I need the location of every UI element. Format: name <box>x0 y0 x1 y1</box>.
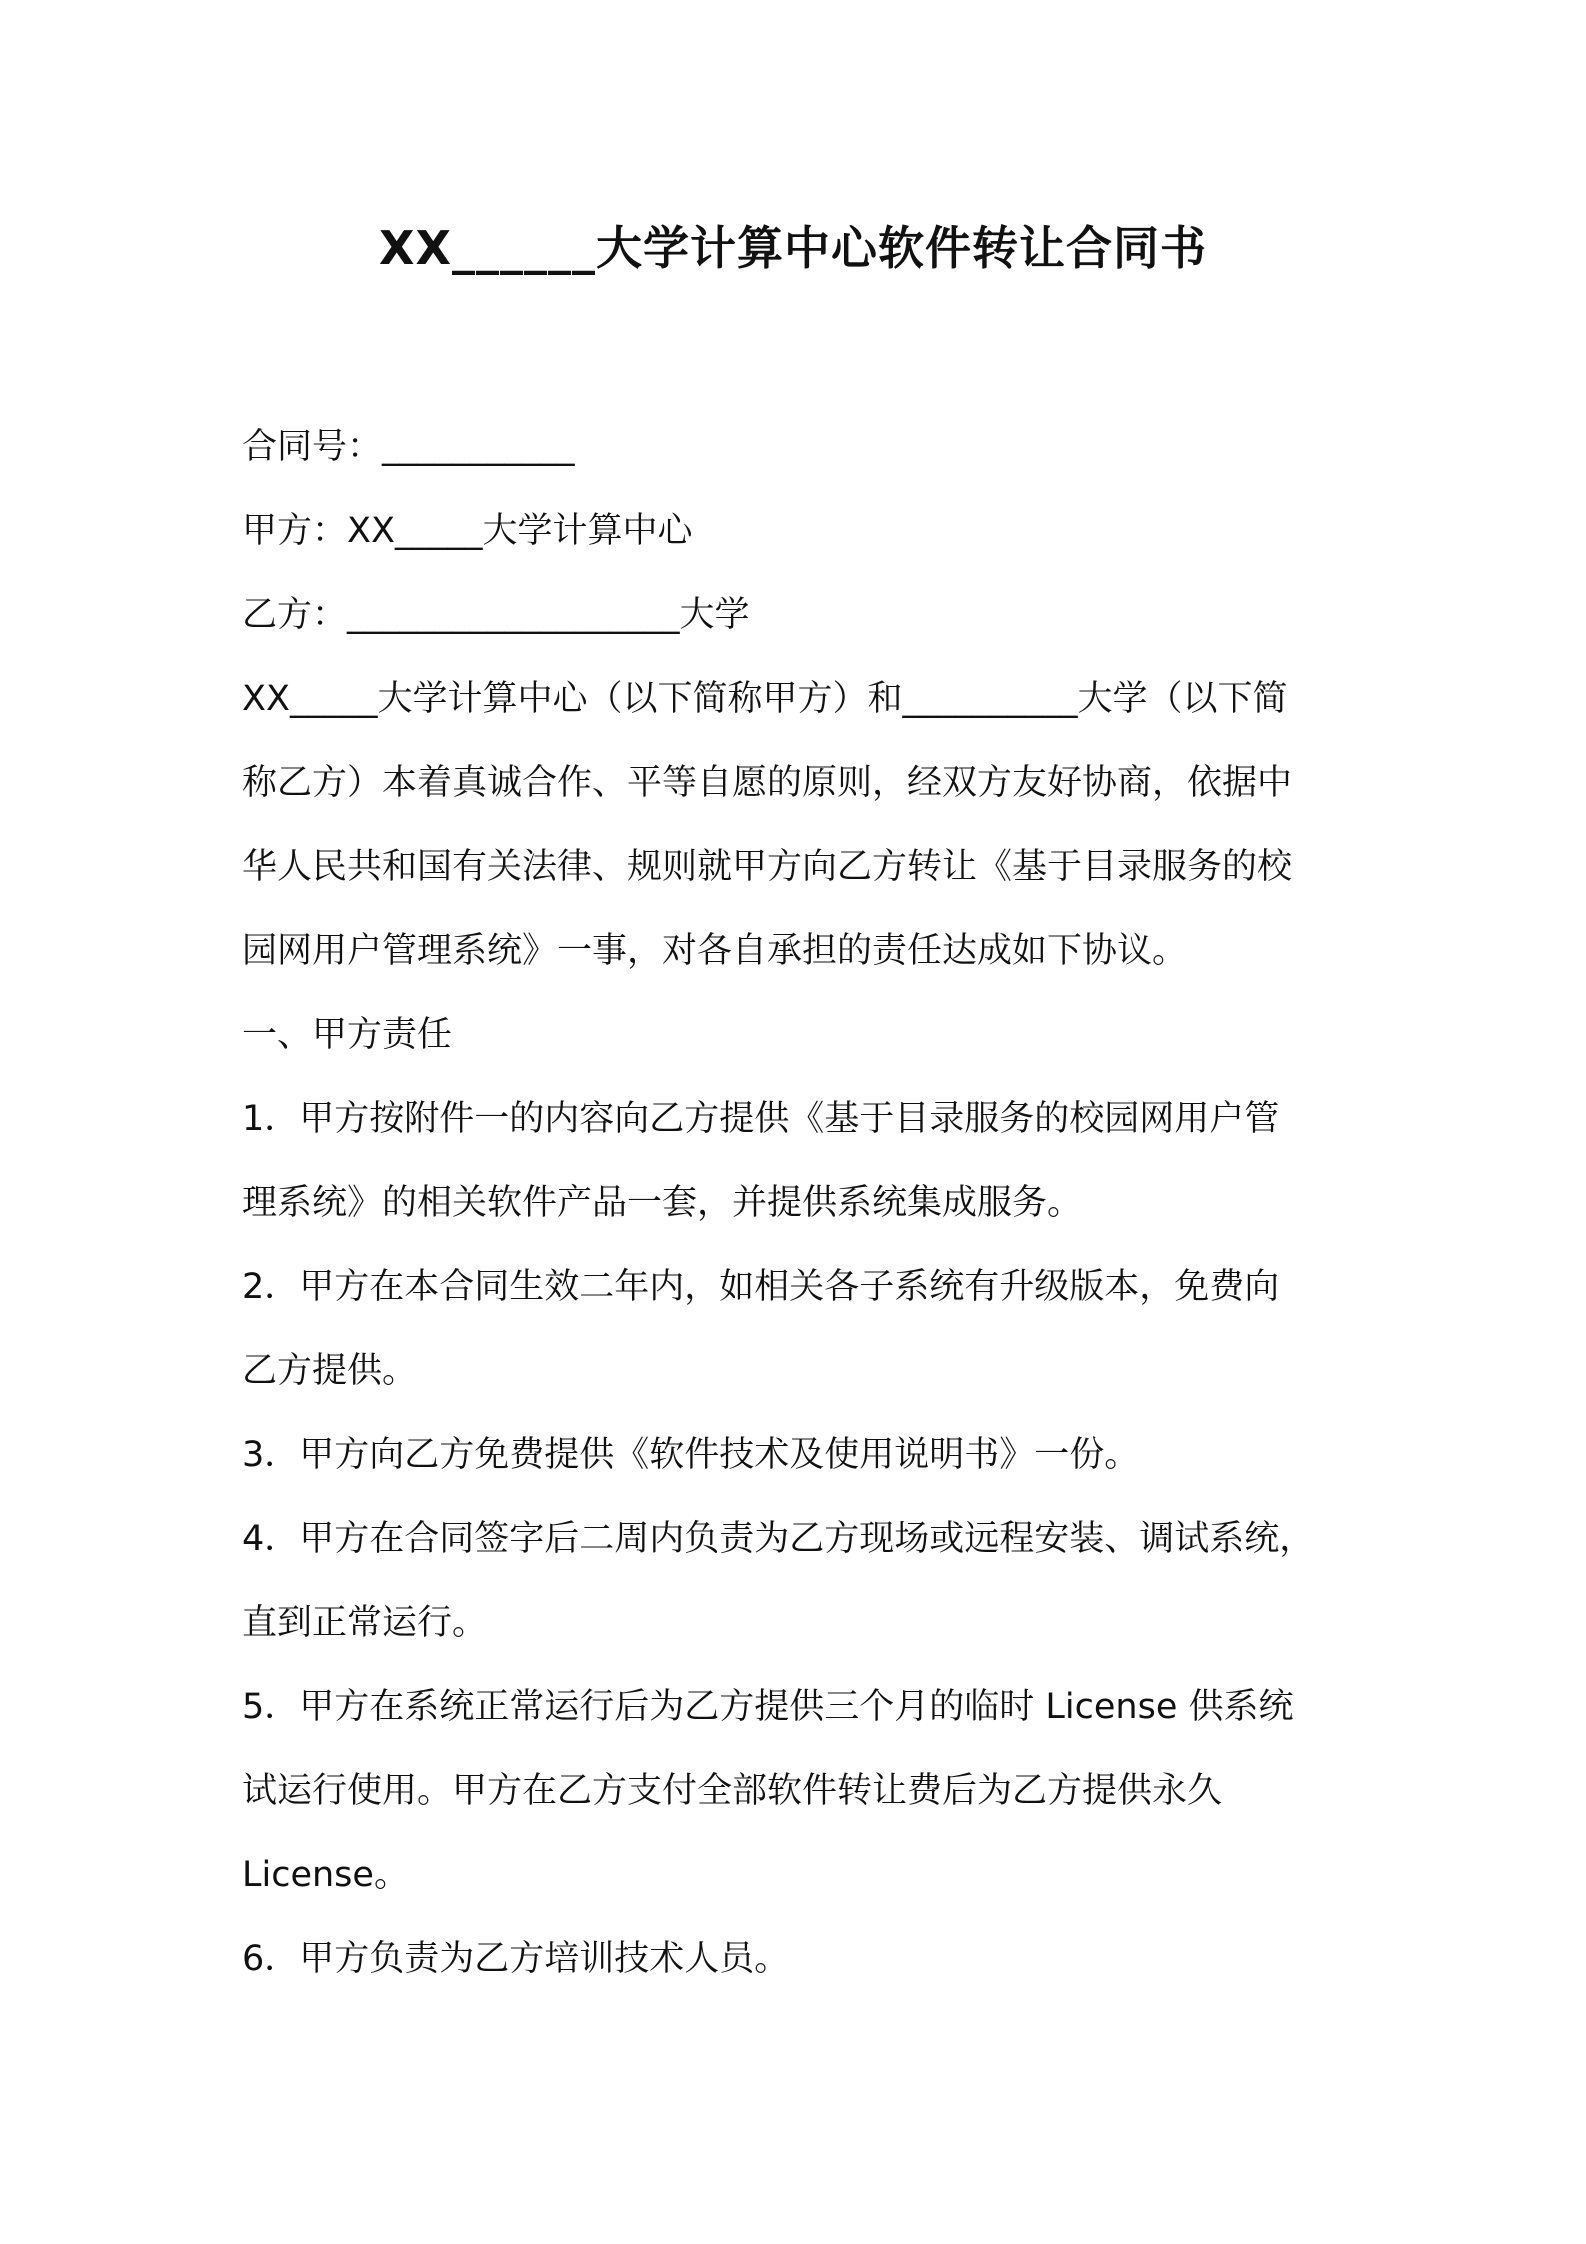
clause-line: 理系统》的相关软件产品一套，并提供系统集成服务。 <box>242 1183 1083 1223</box>
clause-line: 4．甲方在合同签字后二周内负责为乙方现场或远程安装、调试系统， <box>242 1519 1315 1559</box>
clause-line: 1．甲方按附件一的内容向乙方提供《基于目录服务的校园网用户管 <box>242 1099 1280 1139</box>
section-heading: 一、甲方责任 <box>242 1015 453 1055</box>
preamble-line: 华人民共和国有关法律、规则就甲方向乙方转让《基于目录服务的校 <box>242 847 1293 887</box>
party-a-line: 甲方：XX_____大学计算中心 <box>242 511 693 551</box>
document-body <box>242 405 1392 2001</box>
clause-line: 3．甲方向乙方免费提供《软件技术及使用说明书》一份。 <box>242 1435 1140 1475</box>
preamble-line: 园网用户管理系统》一事，对各自承担的责任达成如下协议。 <box>242 931 1188 971</box>
contract-number-line: 合同号：___________ <box>242 427 575 467</box>
clause-line: License。 <box>242 1855 409 1895</box>
clause-line: 直到正常运行。 <box>242 1603 488 1643</box>
clause-line: 5．甲方在系统正常运行后为乙方提供三个月的临时 License 供系统 <box>242 1687 1294 1727</box>
preamble-line: XX_____大学计算中心（以下简称甲方）和__________大学（以下简 <box>242 679 1288 719</box>
clause-line: 6．甲方负责为乙方培训技术人员。 <box>242 1939 790 1979</box>
clause-line: 乙方提供。 <box>242 1351 418 1391</box>
preamble-line: 称乙方）本着真诚合作、平等自愿的原则，经双方友好协商，依据中 <box>242 763 1293 803</box>
clause-line: 2．甲方在本合同生效二年内，如相关各子系统有升级版本，免费向 <box>242 1267 1280 1307</box>
document-title: XX______大学计算中心软件转让合同书 <box>379 221 1207 275</box>
party-b-line: 乙方：___________________大学 <box>242 595 750 635</box>
clause-line: 试运行使用。甲方在乙方支付全部软件转让费后为乙方提供永久 <box>242 1771 1223 1811</box>
